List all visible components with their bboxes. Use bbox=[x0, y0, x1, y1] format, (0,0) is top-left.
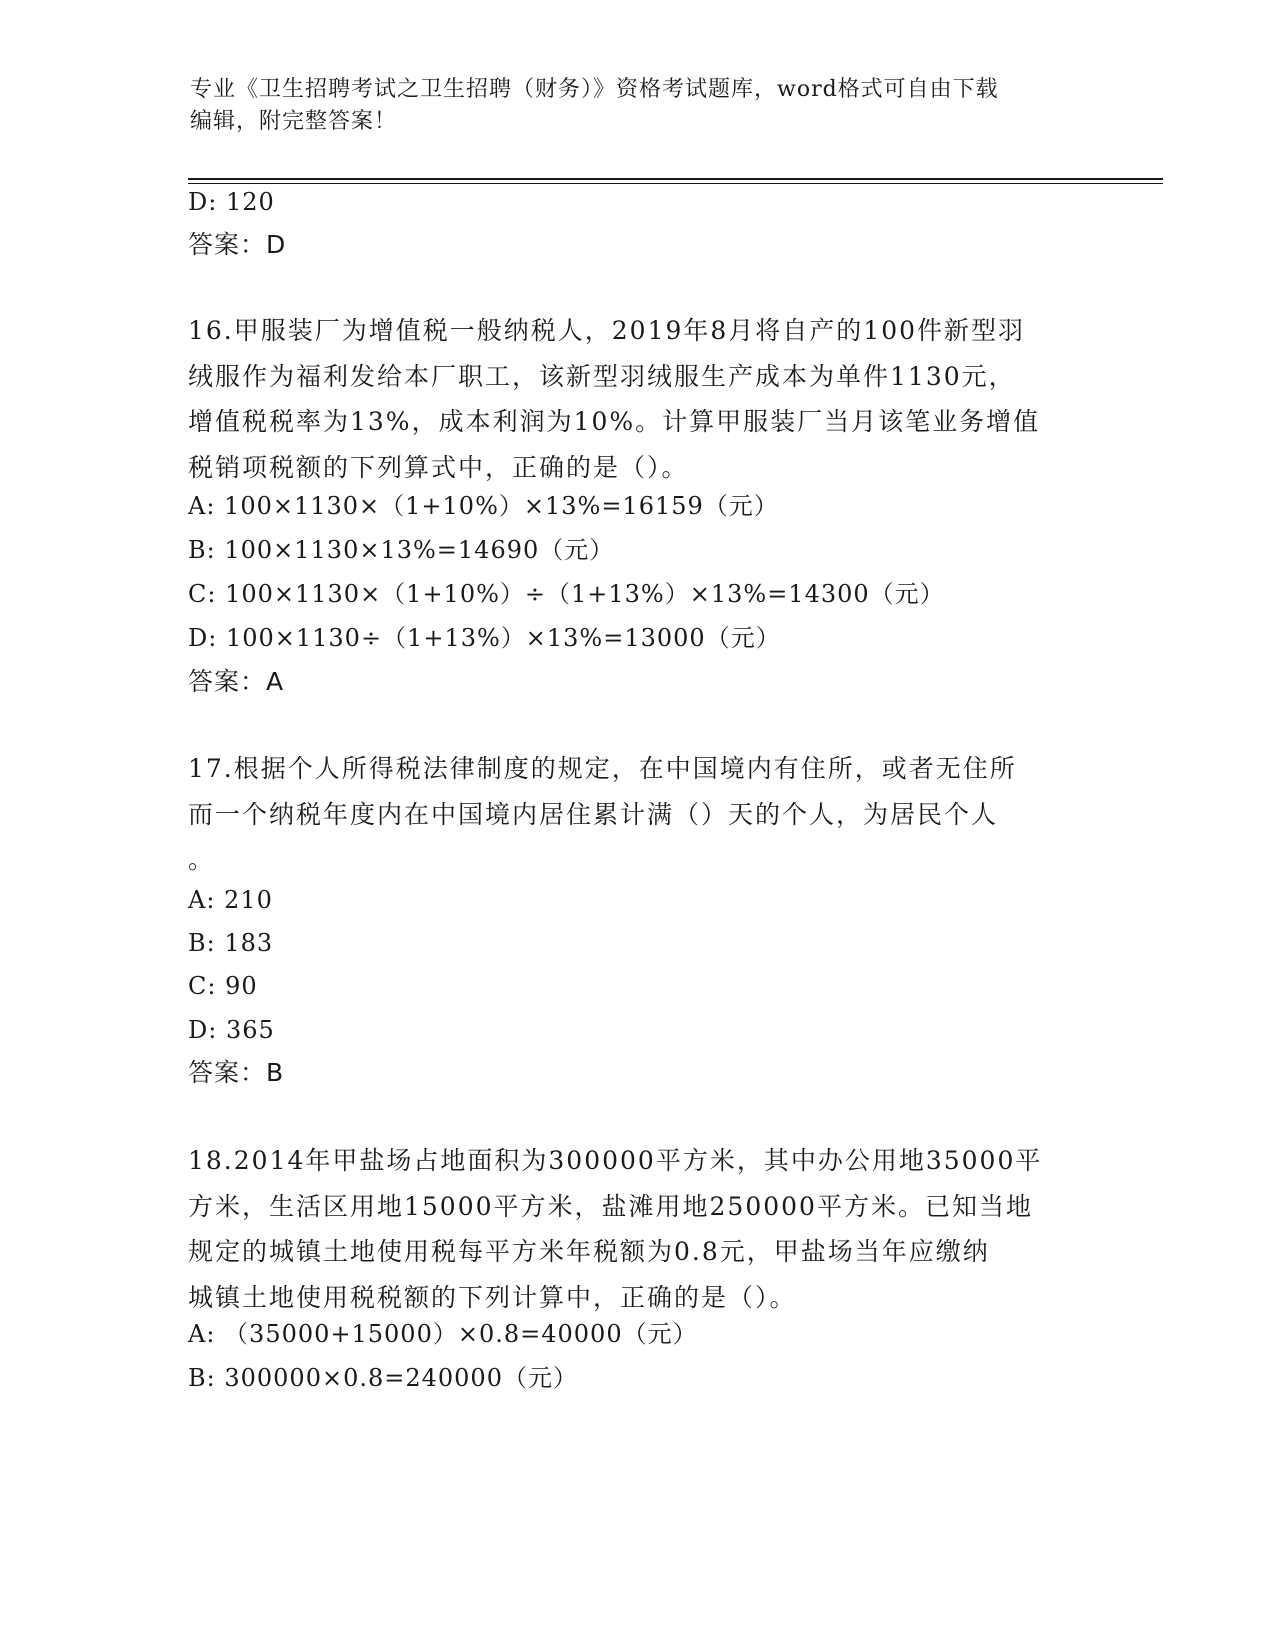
q17-option-c: C: 90 bbox=[188, 972, 258, 1000]
q16-option-c: C: 100×1130×（1+10%）÷（1+13%）×13%=14300（元） bbox=[188, 580, 945, 608]
q17-option-a: A: 210 bbox=[188, 886, 273, 914]
q17-option-b: B: 183 bbox=[188, 929, 274, 957]
q16-option-b: B: 100×1130×13%=14690（元） bbox=[188, 536, 615, 564]
q18-option-a: A: （35000+15000）×0.8=40000（元） bbox=[188, 1320, 698, 1348]
q17-stem: 17.根据个人所得税法律制度的规定，在中国境内有住所，或者无住所 而一个纳税年度内在中国境内居住累计满（）天的个人，为居民个人 。 bbox=[188, 754, 1017, 874]
q16-option-a: A: 100×1130×（1+10%）×13%=16159（元） bbox=[188, 492, 779, 520]
prev-option-d: D: 120 bbox=[188, 188, 275, 216]
document-header: 专业《卫生招聘考试之卫生招聘（财务）》资格考试题库，word格式可自由下载 编辑，附完整答案！ bbox=[190, 77, 999, 134]
q18-option-b: B: 300000×0.8=240000（元） bbox=[188, 1364, 578, 1392]
q16-stem: 16.甲服装厂为增值税一般纳税人，2019年8月将自产的100件新型羽 绒服作为福利发给本厂职工，该新型羽绒服生产成本为单件1130元， 增值税税率为13%，成本利润为10%。计算甲服装厂当月该笔业务增值 税销项税额的下列算式中，正确的是（）。 bbox=[188, 316, 1041, 482]
q16-answer: 答案：A bbox=[188, 667, 285, 696]
prev-answer: 答案：D bbox=[188, 230, 287, 259]
q16-option-d: D: 100×1130÷（1+13%）×13%=13000（元） bbox=[188, 624, 781, 652]
q17-option-d: D: 365 bbox=[188, 1016, 275, 1044]
header-rule-thick bbox=[188, 178, 1163, 180]
q18-stem: 18.2014年甲盐场占地面积为300000平方米，其中办公用地35000平 方米，生活区用地15000平方米，盐滩用地250000平方米。已知当地 规定的城镇土地使用税每平方米年税额为0.8元，甲盐场当年应缴纳 城镇土地使用税税额的下列计算中，正确的是（）。 bbox=[188, 1146, 1043, 1312]
header-rule-thin bbox=[188, 183, 1163, 184]
q17-answer: 答案：B bbox=[188, 1058, 285, 1087]
